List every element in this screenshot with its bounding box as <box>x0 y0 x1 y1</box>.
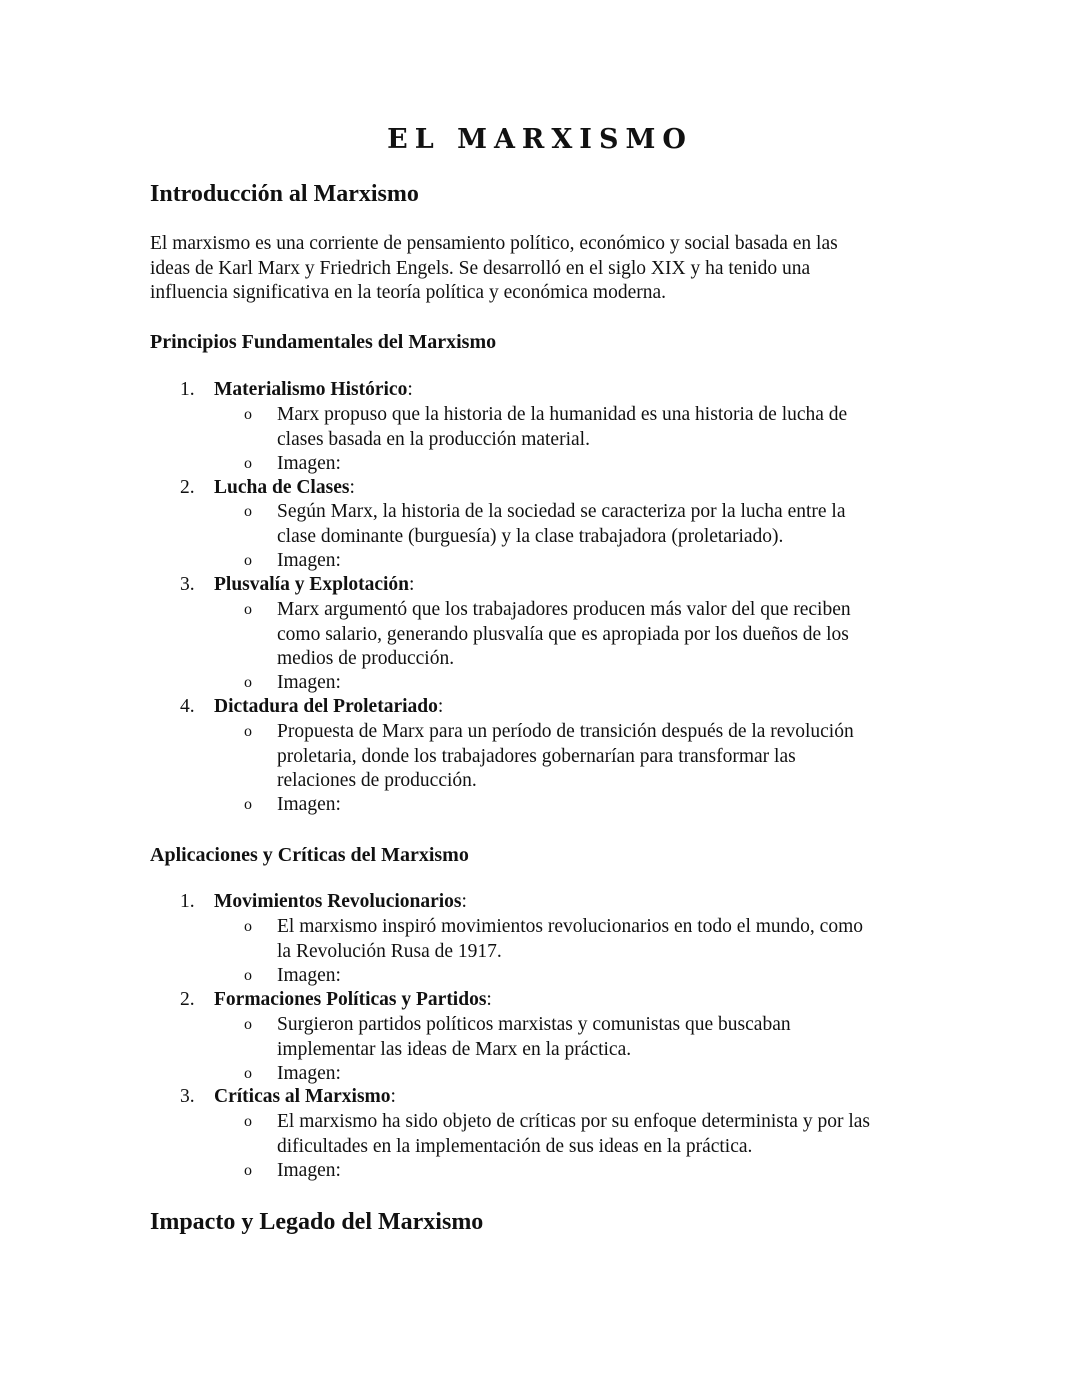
bullet-marker: o <box>244 674 252 691</box>
item-colon: : <box>437 696 444 717</box>
application-item <box>180 988 492 1013</box>
item-number: 3. <box>180 1086 195 1107</box>
bullet-marker: o <box>244 552 252 569</box>
principles-heading: Principios Fundamentales del Marxismo <box>150 331 497 353</box>
description-line: clase dominante (burguesía) y la clase trabajadora (proletariado). <box>277 525 784 547</box>
bullet-marker: o <box>244 1113 252 1130</box>
description-line: como salario, generando plusvalía que es apropiada por los dueños de los <box>277 623 849 645</box>
bullet-marker: o <box>244 796 252 813</box>
description-line: El marxismo inspiró movimientos revolucionarios en todo el mundo, como <box>277 916 863 937</box>
bullet-marker: o <box>244 1016 252 1033</box>
item-number: 2. <box>180 477 195 498</box>
bullet-marker: o <box>244 406 252 423</box>
bullet-marker: o <box>244 1162 252 1179</box>
item-number: 3. <box>180 574 195 595</box>
bullet-marker: o <box>244 723 252 740</box>
intro-paragraph <box>150 232 940 306</box>
principle-item <box>180 695 443 720</box>
image-label: Imagen: <box>277 550 341 571</box>
image-label: Imagen: <box>277 1063 341 1084</box>
document-title: EL MARXISMO <box>387 124 693 155</box>
description-line: Surgieron partidos políticos marxistas y comunistas que buscaban <box>277 1014 791 1035</box>
description-line: clases basada en la producción material. <box>277 428 590 450</box>
principle-item <box>180 476 355 501</box>
item-label: Materialismo Histórico <box>214 379 408 400</box>
item-colon: : <box>390 1086 396 1107</box>
item-label: Movimientos Revolucionarios <box>214 891 462 912</box>
bullet-marker: o <box>244 967 252 984</box>
application-item <box>180 1085 396 1110</box>
item-colon: : <box>461 891 467 912</box>
intro-heading: Introducción al Marxismo <box>150 181 419 207</box>
image-label: Imagen: <box>277 1160 341 1181</box>
image-label: Imagen: <box>277 965 341 986</box>
description-line: Marx argumentó que los trabajadores producen más valor del que reciben <box>277 599 851 620</box>
item-label: Críticas al Marxismo <box>214 1086 391 1107</box>
bullet-marker: o <box>244 601 252 618</box>
item-label: Formaciones Políticas y Partidos <box>214 989 487 1010</box>
bullet-marker: o <box>244 918 252 935</box>
intro-line: El marxismo es una corriente de pensamiento político, económico y social basada en las <box>150 233 838 254</box>
bullet-marker: o <box>244 503 252 520</box>
intro-line: influencia significativa en la teoría política y económica moderna. <box>150 282 666 304</box>
image-label: Imagen: <box>277 672 341 693</box>
description-line: El marxismo ha sido objeto de críticas por su enfoque determinista y por las <box>277 1111 870 1132</box>
intro-line: ideas de Karl Marx y Friedrich Engels. Se desarrolló en el siglo XIX y ha tenido una <box>150 257 811 279</box>
applications-heading: Aplicaciones y Críticas del Marxismo <box>150 844 469 866</box>
item-number: 1. <box>180 891 195 912</box>
description-line: Marx propuso que la historia de la humanidad es una historia de lucha de <box>277 404 848 425</box>
item-colon: : <box>407 379 413 400</box>
description-line: Propuesta de Marx para un período de transición después de la revolución <box>277 721 854 742</box>
description-line: relaciones de producción. <box>277 770 477 792</box>
description-line: Según Marx, la historia de la sociedad se caracteriza por la lucha entre la <box>277 501 846 522</box>
application-item <box>180 890 467 915</box>
item-number: 4. <box>180 696 195 717</box>
item-label: Plusvalía y Explotación <box>214 574 410 595</box>
principle-item <box>180 378 413 403</box>
item-number: 1. <box>180 379 195 400</box>
item-number: 2. <box>180 989 195 1010</box>
image-label: Imagen: <box>277 794 341 815</box>
item-colon: : <box>409 574 415 595</box>
description-line: proletaria, donde los trabajadores gobernarían para transformar las <box>277 745 796 767</box>
image-label: Imagen: <box>277 453 341 474</box>
description-line: la Revolución Rusa de 1917. <box>277 940 502 962</box>
bullet-marker: o <box>244 455 252 472</box>
description-line: dificultades en la implementación de sus ideas en la práctica. <box>277 1135 753 1157</box>
item-label: Dictadura del Proletariado <box>214 696 438 717</box>
bullet-marker: o <box>244 1065 252 1082</box>
description-line: implementar las ideas de Marx en la práctica. <box>277 1038 632 1060</box>
item-colon: : <box>349 477 355 498</box>
item-label: Lucha de Clases <box>214 477 350 498</box>
item-colon: : <box>486 989 492 1010</box>
legacy-heading: Impacto y Legado del Marxismo <box>150 1209 484 1235</box>
principle-item <box>180 573 414 598</box>
description-line: medios de producción. <box>277 648 455 670</box>
